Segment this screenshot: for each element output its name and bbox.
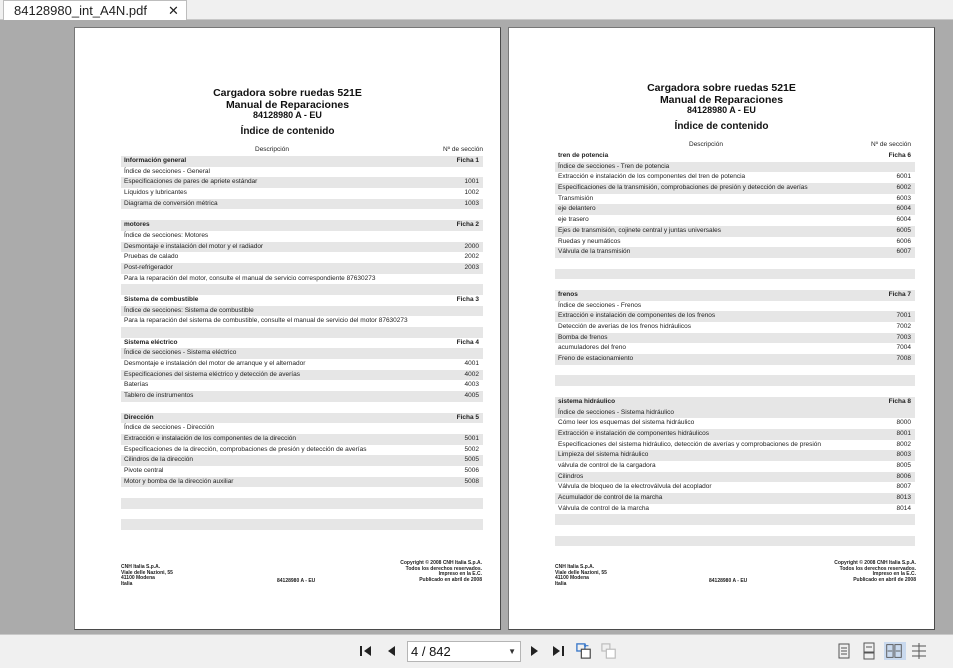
single-page-icon[interactable]	[834, 642, 854, 660]
section-header-row[interactable]	[121, 295, 483, 306]
tab-bar	[0, 0, 953, 20]
row-description: Motor y bomba de la dirección auxiliar	[124, 477, 234, 485]
blank-row	[121, 209, 483, 220]
row-section-number: Ficha 6	[888, 152, 911, 159]
close-icon[interactable]: ✕	[168, 3, 179, 18]
doc-subtitle: Manual de Reparaciones	[659, 94, 784, 106]
page-left	[74, 27, 501, 630]
row-description: acumuladores del freno	[558, 344, 626, 352]
row-description: Especificaciones de la transmisión, comprobaciones de presión y detección de averías	[558, 184, 808, 192]
row-section-number: 8006	[896, 472, 911, 480]
row-description: Sistema de combustible	[124, 295, 199, 303]
row-description: Índice de secciones: Motores	[124, 231, 209, 239]
toc-table	[121, 156, 483, 530]
row-section-number: Ficha 5	[456, 413, 479, 421]
row-description: Desmontaje e instalación del motor de arranque y el alternador	[124, 360, 306, 368]
row-description: Baterías	[124, 381, 149, 389]
toc-row[interactable]	[121, 316, 483, 327]
row-description: Detección de averías de los frenos hidráulicos	[558, 323, 691, 330]
row-description: Válvula de bloqueo de la electroválvula del acoplador	[558, 483, 712, 491]
row-description: Cilindros de la dirección	[124, 456, 194, 464]
row-section-number: 5008	[464, 477, 479, 485]
row-section-number: 4001	[464, 360, 479, 368]
row-description: Cilindros	[558, 472, 584, 480]
toc-row[interactable]	[121, 199, 483, 210]
toc-row[interactable]	[121, 380, 483, 391]
row-description: Índice de secciones - Sistema eléctrico	[124, 349, 237, 357]
toc-row[interactable]	[555, 311, 915, 322]
section-header-row[interactable]	[121, 338, 483, 349]
last-page-icon[interactable]	[550, 643, 566, 659]
row-description: frenos	[558, 290, 578, 298]
document-tab[interactable]	[3, 0, 187, 21]
footer-line: 41100 Modena	[555, 575, 589, 581]
row-section-number: 4005	[464, 392, 479, 400]
blank-row	[121, 487, 483, 498]
row-section-number: 6005	[896, 226, 911, 234]
toc-row[interactable]	[555, 482, 915, 493]
toc-row[interactable]	[555, 183, 915, 194]
row-description: Extracción e instalación de componentes de los frenos	[558, 312, 716, 320]
blank-row	[555, 269, 915, 280]
toc-row[interactable]	[121, 391, 483, 402]
row-section-number: 8000	[896, 419, 911, 427]
toc-row[interactable]	[121, 306, 483, 317]
blank-row	[121, 284, 483, 295]
row-section-number: 8003	[896, 451, 911, 459]
navigation-toolbar	[0, 634, 953, 668]
row-description: Válvula de la transmisión	[558, 248, 631, 256]
two-page-continuous-icon[interactable]	[909, 642, 929, 660]
row-description: Válvula de control de la marcha	[558, 504, 650, 512]
row-description: Extracción e instalación de los componentes de la dirección	[124, 434, 296, 442]
page-right	[508, 27, 935, 630]
row-description: tren de potencia	[558, 152, 609, 159]
row-description: Cómo leer los esquemas del sistema hidráulico	[558, 419, 695, 427]
row-section-number: 5002	[464, 445, 479, 453]
toc-row[interactable]	[121, 359, 483, 370]
toc-row[interactable]	[555, 429, 915, 440]
col-description: Descripción	[689, 141, 723, 148]
row-description: Índice de secciones - Dirección	[124, 424, 214, 432]
toc-heading: Índice de contenido	[674, 121, 769, 132]
row-section-number: 5001	[464, 434, 479, 442]
doc-subtitle: Manual de Reparaciones	[225, 99, 350, 111]
toc-row[interactable]	[555, 408, 915, 419]
row-description: eje trasero	[558, 216, 589, 224]
row-description: válvula de control de la cargadora	[558, 461, 656, 469]
blank-row	[555, 514, 915, 525]
row-description: Para la reparación del sistema de combustible, consulte el manual de servicio del motor 87630273	[124, 317, 408, 325]
tab-title: 84128980_int_A4N.pdf	[14, 3, 148, 18]
col-section-number: Nº de sección	[871, 141, 911, 148]
section-header-row[interactable]	[121, 220, 483, 231]
row-description: Extracción e instalación de componentes hidráulicos	[558, 429, 710, 437]
row-section-number: 2002	[464, 253, 479, 261]
toc-row[interactable]	[555, 343, 915, 354]
toc-row[interactable]	[121, 188, 483, 199]
blank-row	[555, 375, 915, 386]
footer-address	[555, 565, 607, 587]
toc-row[interactable]	[555, 504, 915, 515]
toc-row[interactable]	[121, 242, 483, 253]
toc-row[interactable]	[555, 194, 915, 205]
blank-row	[555, 258, 915, 269]
row-description: Información general	[124, 157, 187, 164]
next-view-icon[interactable]	[601, 643, 619, 659]
blank-row	[555, 386, 915, 397]
next-page-icon[interactable]	[526, 643, 542, 659]
row-section-number: 7001	[896, 312, 911, 320]
row-section-number: 6002	[896, 184, 911, 192]
row-section-number: 6003	[896, 194, 911, 202]
toc-row[interactable]	[555, 418, 915, 429]
previous-view-icon[interactable]	[576, 643, 594, 659]
blank-row	[121, 327, 483, 338]
row-section-number: 8002	[896, 440, 911, 448]
blank-row	[555, 365, 915, 376]
footer-doc-code: 84128980 A - EU	[709, 578, 748, 584]
footer-doc-code: 84128980 A - EU	[277, 578, 316, 584]
page-number-value: 4 / 842	[411, 644, 451, 659]
footer-line: Viale delle Nazioni, 55	[121, 569, 173, 576]
toc-row[interactable]	[555, 204, 915, 215]
row-description: Especificaciones del sistema eléctrico y detección de averías	[124, 370, 300, 378]
row-description: Líquidos y lubricantes	[124, 189, 187, 197]
row-section-number: 7008	[896, 355, 911, 363]
row-description: Tablero de instrumentos	[124, 392, 194, 400]
row-section-number: 8014	[896, 504, 911, 512]
toc-row[interactable]	[555, 450, 915, 461]
row-description: Pivote central	[124, 466, 164, 474]
row-description: Especificaciones de pares de apriete estándar	[124, 178, 258, 186]
section-header-row[interactable]	[555, 151, 915, 162]
toc-row[interactable]	[121, 263, 483, 274]
doc-code: 84128980 A - EU	[687, 105, 756, 115]
doc-title: Cargadora sobre ruedas 521E	[213, 87, 362, 99]
row-section-number: 5005	[464, 456, 479, 464]
footer-line: Publicado en abril de 2008	[853, 576, 916, 583]
row-section-number: 8005	[896, 461, 911, 469]
toc-row[interactable]	[555, 172, 915, 183]
chevron-down-icon[interactable]: ▼	[508, 647, 516, 656]
row-section-number: 7002	[896, 323, 911, 330]
row-section-number: Ficha 8	[888, 397, 911, 405]
row-section-number: 4003	[464, 381, 479, 389]
row-section-number: 8013	[896, 494, 911, 501]
toc-row[interactable]	[121, 423, 483, 434]
continuous-icon[interactable]	[859, 642, 879, 660]
row-description: Transmisión	[558, 194, 594, 202]
row-description: Especificaciones de la dirección, comprobaciones de presión y detección de averías	[124, 445, 367, 453]
row-description: Ejes de transmisión, cojinete central y juntas universales	[558, 226, 721, 234]
toc-row[interactable]	[121, 231, 483, 242]
first-page-icon[interactable]	[358, 643, 374, 659]
toc-row[interactable]	[555, 226, 915, 237]
toc-row[interactable]	[121, 477, 483, 488]
blank-row	[121, 519, 483, 530]
row-description: Post-refrigerador	[124, 263, 173, 271]
row-section-number: 7003	[896, 333, 911, 341]
row-description: Diagrama de conversión métrica	[124, 199, 218, 207]
row-description: Desmontaje e instalación del motor y el radiador	[124, 242, 264, 250]
footer-copyright	[400, 561, 482, 583]
col-section-number: Nº de sección	[443, 146, 483, 153]
row-section-number: 6001	[896, 173, 911, 181]
row-description: Índice de secciones - Sistema hidráulico	[558, 408, 674, 416]
row-description: Pruebas de calado	[124, 253, 179, 261]
page-number-input[interactable]	[407, 641, 521, 662]
row-description: Sistema eléctrico	[124, 338, 178, 346]
row-description: Freno de estacionamiento	[558, 355, 634, 363]
row-section-number: 8007	[896, 483, 911, 491]
row-description: Para la reparación del motor, consulte el manual de servicio correspondiente 87630273	[124, 274, 376, 282]
toc-row[interactable]	[555, 440, 915, 451]
toc-heading: Índice de contenido	[240, 126, 335, 137]
row-section-number: Ficha 4	[456, 338, 479, 346]
footer-line: Impreso en la E.C.	[872, 571, 916, 577]
row-description: Bomba de frenos	[558, 333, 608, 341]
blank-row	[121, 402, 483, 413]
footer-line: Impreso en la E.C.	[438, 571, 482, 577]
footer-line: Italia	[121, 580, 133, 587]
row-description: Extracción e instalación de los componentes del tren de potencia	[558, 173, 746, 181]
blank-row	[121, 509, 483, 520]
footer-line: CNH Italia S.p.A.	[555, 564, 595, 570]
row-description: Índice de secciones: Sistema de combustible	[124, 306, 254, 314]
row-section-number: 6007	[896, 248, 911, 256]
toc-row[interactable]	[555, 215, 915, 226]
prev-page-icon[interactable]	[384, 643, 400, 659]
toc-row[interactable]	[555, 162, 915, 173]
document-viewer[interactable]	[0, 20, 953, 634]
row-description: Dirección	[124, 413, 154, 421]
section-header-row[interactable]	[121, 413, 483, 424]
footer-line: CNH Italia S.p.A.	[121, 564, 161, 570]
row-section-number: Ficha 3	[456, 295, 479, 303]
row-section-number: 2000	[464, 242, 479, 250]
toc-row[interactable]	[555, 322, 915, 333]
section-header-row[interactable]	[555, 290, 915, 301]
toc-row[interactable]	[121, 167, 483, 178]
toc-row[interactable]	[121, 434, 483, 445]
footer-line: Copyright © 2008 CNH Italia S.p.A.	[400, 560, 482, 566]
blank-row	[555, 525, 915, 536]
toc-row[interactable]	[121, 370, 483, 381]
toc-row[interactable]	[555, 472, 915, 483]
blank-row	[555, 536, 915, 547]
row-section-number: 2003	[464, 263, 479, 271]
col-description: Descripción	[255, 146, 289, 153]
toc-row[interactable]	[121, 252, 483, 263]
toc-row[interactable]	[121, 177, 483, 188]
footer-line: Italia	[555, 580, 567, 587]
toc-row[interactable]	[555, 493, 915, 504]
footer-line: Todos los derechos reservados.	[839, 565, 916, 572]
row-description: motores	[124, 221, 150, 229]
toc-table	[555, 151, 915, 546]
row-section-number: 6004	[896, 205, 911, 213]
toc-row[interactable]	[555, 461, 915, 472]
row-section-number: 1001	[464, 178, 479, 186]
blank-row	[555, 279, 915, 290]
row-description: Limpieza del sistema hidráulico	[558, 451, 649, 459]
toc-row[interactable]	[121, 445, 483, 456]
row-section-number: 1003	[464, 199, 479, 207]
two-page-icon[interactable]	[884, 642, 906, 660]
row-description: Índice de secciones - General	[124, 167, 210, 175]
footer-line: Viale delle Nazioni, 55	[555, 569, 607, 576]
toc-row[interactable]	[121, 455, 483, 466]
footer-line: Publicado en abril de 2008	[419, 576, 482, 583]
row-section-number: 6006	[896, 237, 911, 245]
row-description: sistema hidráulico	[558, 397, 616, 405]
row-section-number: Ficha 7	[888, 290, 911, 298]
footer-line: Copyright © 2008 CNH Italia S.p.A.	[834, 560, 916, 566]
footer-copyright	[834, 561, 916, 583]
toc-row[interactable]	[555, 301, 915, 312]
row-description: Acumulador de control de la marcha	[558, 494, 663, 501]
section-header-row[interactable]	[555, 397, 915, 408]
doc-title: Cargadora sobre ruedas 521E	[647, 82, 796, 94]
row-section-number: Ficha 2	[456, 221, 479, 229]
toc-row[interactable]	[121, 466, 483, 477]
row-section-number: 8001	[896, 429, 911, 437]
row-section-number: 7004	[896, 344, 911, 352]
row-description: Índice de secciones - Tren de potencia	[558, 162, 670, 170]
footer-address	[121, 565, 173, 587]
row-description: Especificaciones del sistema hidráulico, detección de averías y comprobaciones de presión	[558, 440, 822, 448]
row-section-number: 5006	[464, 466, 479, 474]
row-section-number: 4002	[464, 370, 479, 378]
row-description: eje delantero	[558, 205, 596, 213]
toc-row[interactable]	[121, 348, 483, 359]
blank-row	[121, 498, 483, 509]
section-header-row[interactable]	[121, 156, 483, 167]
footer-line: Todos los derechos reservados.	[405, 565, 482, 572]
toc-row[interactable]	[121, 274, 483, 285]
footer-line: 41100 Modena	[121, 575, 155, 581]
toc-row[interactable]	[555, 237, 915, 248]
toc-row[interactable]	[555, 354, 915, 365]
row-section-number: Ficha 1	[456, 157, 479, 164]
row-section-number: 6004	[896, 216, 911, 224]
doc-code: 84128980 A - EU	[253, 110, 322, 120]
row-description: Índice de secciones - Frenos	[558, 301, 642, 309]
row-section-number: 1002	[464, 189, 479, 197]
row-description: Ruedas y neumáticos	[558, 237, 621, 245]
toc-row[interactable]	[555, 333, 915, 344]
toc-row[interactable]	[555, 247, 915, 258]
